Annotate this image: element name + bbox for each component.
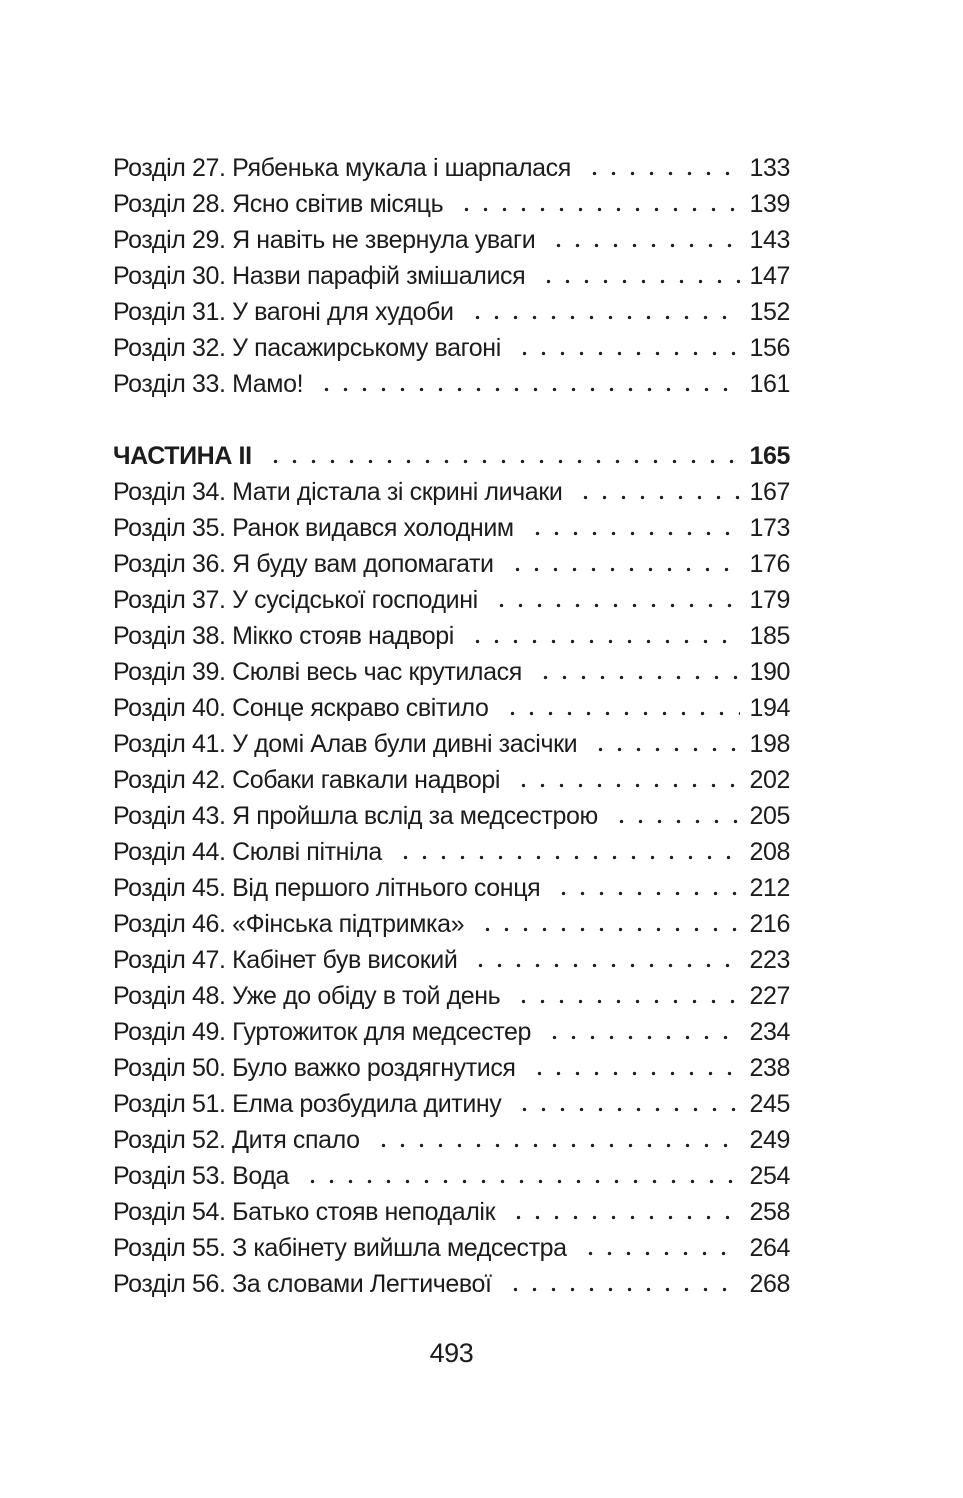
- toc-entry: [113, 1122, 790, 1158]
- dot-leader: [499, 690, 741, 726]
- dot-leader: [392, 834, 740, 870]
- toc-entry-label: Розділ 39. Сюлві весь час крутилася: [113, 658, 522, 686]
- table-of-contents: [113, 150, 790, 1302]
- toc-entry: [113, 618, 790, 654]
- toc-entry: [113, 150, 790, 186]
- toc-entry: [113, 870, 790, 906]
- dot-leader: [474, 906, 740, 942]
- toc-entry-page: 258: [749, 1198, 790, 1226]
- toc-entry: [113, 366, 790, 402]
- folio-page-number: 493: [429, 1338, 474, 1368]
- toc-entry-label: Розділ 54. Батько стояв неподалік: [113, 1198, 496, 1226]
- toc-entry-label: Розділ 34. Мати дістала зі скрині личаки: [113, 478, 563, 506]
- toc-entry-page: 234: [749, 1018, 790, 1046]
- toc-entry-page: 185: [749, 622, 790, 650]
- dot-leader: [467, 942, 740, 978]
- toc-entry-label: Розділ 43. Я пройшла вслід за медсестрою: [113, 802, 598, 830]
- dot-leader: [535, 258, 740, 294]
- dot-leader: [510, 978, 740, 1014]
- toc-entry: [113, 978, 790, 1014]
- toc-entry-page: 254: [749, 1162, 790, 1190]
- toc-entry-page: 156: [749, 334, 790, 362]
- toc-entry-page: 245: [749, 1090, 790, 1118]
- dot-leader: [262, 438, 740, 474]
- toc-entry-label: Розділ 53. Вода: [113, 1162, 290, 1190]
- toc-entry-label: Розділ 33. Мамо!: [113, 370, 304, 398]
- toc-entry-label: Розділ 42. Собаки гавкали надворі: [113, 766, 501, 794]
- toc-entry-page: 190: [749, 658, 790, 686]
- toc-entry-label: Розділ 37. У сусідської господині: [113, 586, 478, 614]
- dot-leader: [532, 654, 740, 690]
- toc-entry-page: 205: [749, 802, 790, 830]
- toc-entry: [113, 1050, 790, 1086]
- toc-entry: [113, 942, 790, 978]
- toc-entry-label: Розділ 55. З кабінету вийшла медсестра: [113, 1234, 567, 1262]
- toc-entry: [113, 510, 790, 546]
- toc-entry-page: 139: [749, 190, 790, 218]
- toc-entry-page: 176: [749, 550, 790, 578]
- toc-entry-page: 227: [749, 982, 790, 1010]
- dot-leader: [511, 1086, 740, 1122]
- toc-entry-page: 216: [749, 910, 790, 938]
- dot-leader: [577, 1230, 740, 1266]
- toc-entry-page: 238: [749, 1054, 790, 1082]
- toc-entry-label: Розділ 52. Дитя спало: [113, 1126, 360, 1154]
- toc-entry-label: Розділ 27. Рябенька мукала і шарпалася: [113, 154, 571, 182]
- toc-entry: [113, 1158, 790, 1194]
- toc-entry: [113, 546, 790, 582]
- dot-leader: [313, 366, 740, 402]
- toc-entry-page: 194: [749, 694, 790, 722]
- toc-entry-label: Розділ 36. Я буду вам допомагати: [113, 550, 494, 578]
- toc-entry-label: Розділ 50. Було важко роздягнутися: [113, 1054, 516, 1082]
- toc-entry-page: 147: [749, 262, 790, 290]
- toc-entry-label: Розділ 46. «Фінська підтримка»: [113, 910, 465, 938]
- toc-entry: [113, 690, 790, 726]
- toc-entry: [113, 222, 790, 258]
- dot-leader: [299, 1158, 740, 1194]
- dot-leader: [541, 1014, 740, 1050]
- toc-entry-page: 198: [749, 730, 790, 758]
- toc-entry-page: 268: [749, 1270, 790, 1298]
- dot-leader: [550, 870, 740, 906]
- toc-entry: [113, 1194, 790, 1230]
- toc-entry-page: 223: [749, 946, 790, 974]
- toc-entry: [113, 294, 790, 330]
- toc-entry-label: Розділ 56. За словами Легтичевої: [113, 1270, 492, 1298]
- toc-entry: [113, 1230, 790, 1266]
- dot-leader: [524, 510, 740, 546]
- dot-leader: [453, 186, 740, 222]
- toc-entry-page: 173: [749, 514, 790, 542]
- toc-entry: [113, 186, 790, 222]
- toc-entry-label: Розділ 28. Ясно світив місяць: [113, 190, 444, 218]
- toc-entry-label: Розділ 31. У вагоні для худоби: [113, 298, 454, 326]
- dot-leader: [464, 618, 740, 654]
- toc-entry: [113, 1086, 790, 1122]
- toc-entry-label: Розділ 51. Елма розбудила дитину: [113, 1090, 502, 1118]
- toc-entry-label: Розділ 48. Уже до обіду в той день: [113, 982, 501, 1010]
- toc-section-page: 165: [749, 442, 790, 470]
- toc-entry-label: Розділ 40. Сонце яскраво світило: [113, 694, 489, 722]
- toc-entry-page: 179: [749, 586, 790, 614]
- toc-entry-label: Розділ 32. У пасажирському вагоні: [113, 334, 501, 362]
- toc-entry-page: 249: [749, 1126, 790, 1154]
- dot-leader: [505, 1194, 740, 1230]
- toc-entry-label: Розділ 30. Назви парафій змішалися: [113, 262, 526, 290]
- toc-entry-label: Розділ 38. Мікко стояв надворі: [113, 622, 454, 650]
- dot-leader: [581, 150, 740, 186]
- toc-entry: [113, 1266, 790, 1302]
- toc-entry-page: 264: [749, 1234, 790, 1262]
- dot-leader: [572, 474, 740, 510]
- toc-entry: [113, 654, 790, 690]
- dot-leader: [370, 1122, 740, 1158]
- toc-entry: [113, 474, 790, 510]
- dot-leader: [587, 726, 740, 762]
- toc-entry: [113, 258, 790, 294]
- dot-leader: [510, 762, 740, 798]
- toc-entry-label: Розділ 44. Сюлві пітніла: [113, 838, 382, 866]
- toc-entry-label: Розділ 47. Кабінет був високий: [113, 946, 458, 974]
- dot-leader: [545, 222, 740, 258]
- dot-leader: [608, 798, 740, 834]
- toc-entry-label: Розділ 49. Гуртожиток для медсестер: [113, 1018, 532, 1046]
- toc-entry-page: 152: [749, 298, 790, 326]
- toc-entry-label: Розділ 29. Я навіть не звернула уваги: [113, 226, 536, 254]
- toc-entry-page: 208: [749, 838, 790, 866]
- toc-entry: [113, 726, 790, 762]
- toc-entry-label: Розділ 41. У домі Алав були дивні засічки: [113, 730, 578, 758]
- toc-entry: [113, 762, 790, 798]
- dot-leader: [502, 1266, 740, 1302]
- toc-entry-page: 202: [749, 766, 790, 794]
- dot-leader: [511, 330, 740, 366]
- toc-entry-page: 133: [749, 154, 790, 182]
- toc-entry-page: 167: [749, 478, 790, 506]
- toc-entry: [113, 834, 790, 870]
- toc-entry-page: 212: [749, 874, 790, 902]
- dot-leader: [526, 1050, 740, 1086]
- dot-leader: [504, 546, 740, 582]
- toc-entry: [113, 798, 790, 834]
- dot-leader: [488, 582, 740, 618]
- toc-entry: [113, 330, 790, 366]
- toc-entry-label: Розділ 45. Від першого літнього сонця: [113, 874, 541, 902]
- toc-section-heading: [113, 438, 790, 474]
- toc-entry: [113, 1014, 790, 1050]
- toc-entry-page: 143: [749, 226, 790, 254]
- dot-leader: [464, 294, 740, 330]
- toc-entry: [113, 582, 790, 618]
- toc-section-label: ЧАСТИНА II: [113, 442, 252, 470]
- toc-entry: [113, 906, 790, 942]
- toc-entry-page: 161: [749, 370, 790, 398]
- toc-entry-label: Розділ 35. Ранок видався холодним: [113, 514, 514, 542]
